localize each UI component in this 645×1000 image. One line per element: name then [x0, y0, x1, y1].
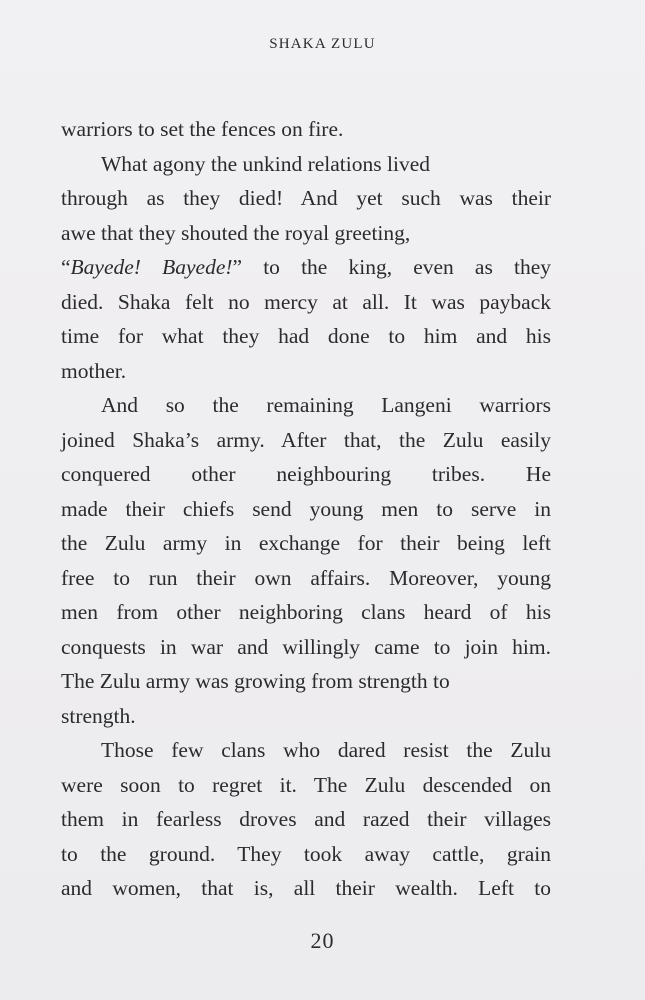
- text-line: to the ground. They took away cattle, grain: [61, 841, 551, 866]
- text-line: conquests in war and willingly came to join him.: [61, 634, 551, 659]
- text-line: mother.: [61, 358, 127, 383]
- page-number: 20: [310, 928, 335, 953]
- text-line: made their chiefs send young men to serve in: [61, 496, 551, 521]
- text-line: warriors to set the fences on fire.: [61, 117, 344, 141]
- text-line: were soon to regret it. The Zulu descended on: [61, 772, 551, 797]
- text-line: The Zulu army was growing from strength to: [61, 669, 450, 693]
- text-line: died. Shaka felt no mercy at all. It was payback: [61, 289, 551, 314]
- text-line: time for what they had done to him and his: [61, 324, 551, 348]
- text-line: men from other neighboring clans heard of his: [61, 600, 551, 624]
- running-head: SHAKA ZULU: [269, 36, 376, 52]
- text-line: “Bayede! Bayede!” to the king, even as they: [61, 255, 551, 279]
- text-line: them in fearless droves and razed their villages: [61, 807, 551, 831]
- text-line: through as they died! And yet such was their: [61, 186, 551, 210]
- text-line: strength.: [61, 703, 136, 728]
- text-line: the Zulu army in exchange for their being left: [61, 531, 551, 555]
- text-line: joined Shaka’s army. After that, the Zulu easily: [61, 427, 551, 452]
- text-line: awe that they shouted the royal greeting,: [61, 220, 411, 245]
- text-line: What agony the unkind relations lived: [101, 151, 430, 176]
- text-line: And so the remaining Langeni warriors: [101, 393, 551, 417]
- text-line: Those few clans who dared resist the Zulu: [101, 738, 551, 762]
- body-text: [61, 112, 551, 906]
- text-line: conquered other neighbouring tribes. He: [61, 462, 551, 486]
- text-line: and women, that is, all their wealth. Left to: [61, 876, 551, 900]
- text-line: free to run their own affairs. Moreover, young: [61, 565, 551, 590]
